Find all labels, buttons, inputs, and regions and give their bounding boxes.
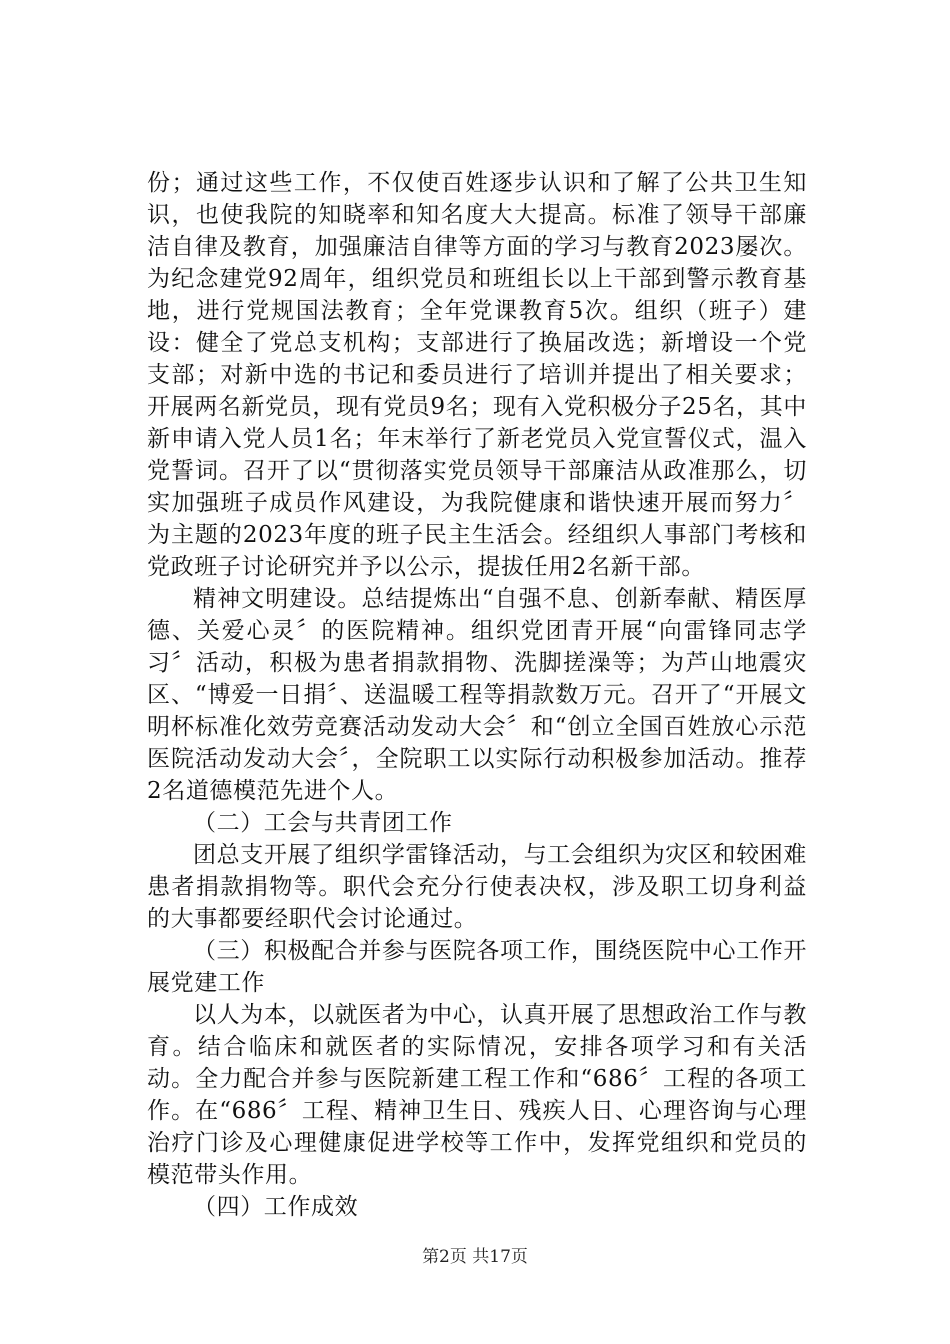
paragraph-spiritual-civilization: 精神文明建设。总结提炼出“自强不息、创新奉献、精医厚德、关爱心灵〞的医院精神。组织党团青开展“向雷锋同志学习〞活动，积极为患者捐款捐物、洗脚搓澡等；为芦山地震灾区、“博爱一日捐〞、送温暖工程等捐款数万元。召开了“开展文明杯标准化效劳竞赛活动发动大会〞和“创立全国百姓放心示范医院活动发动大会〞，全院职工以实际行动积极参加活动。推荐2名道德模范先进个人。 (147, 586, 807, 804)
section-heading-hospital-work: （三）积极配合并参与医院各项工作，围绕医院中心工作开展党建工作 (147, 938, 807, 996)
document-body (147, 167, 807, 1223)
section-heading-work-results: （四）工作成效 (193, 1194, 359, 1220)
paragraph-union-youth-league: 团总支开展了组织学雷锋活动，与工会组织为灾区和较困难患者捐款捐物等。职代会充分行使表决权，涉及职工切身利益的大事都要经职代会讨论通过。 (147, 842, 807, 932)
paragraph-hospital-work: 以人为本，以就医者为中心，认真开展了思想政治工作与教育。结合临床和就医者的实际情况，安排各项学习和有关活动。全力配合并参与医院新建工程工作和“686〞工程的各项工作。在“686〞工程、精神卫生日、残疾人日、心理咨询与心理治疗门诊及心理健康促进学校等工作中，发挥党组织和党员的模范带头作用。 (147, 1002, 807, 1188)
section-heading-union-youth-league: （二）工会与共青团工作 (193, 810, 453, 836)
paragraph-continuation: 份；通过这些工作，不仅使百姓逐步认识和了解了公共卫生知识，也使我院的知晓率和知名度大大提高。标准了领导干部廉洁自律及教育，加强廉洁自律等方面的学习与教育2023屡次。为纪念建党92周年，组织党员和班组长以上干部到警示教育基地，进行党规国法教育；全年党课教育5次。组织（班子）建设：健全了党总支机构；支部进行了换届改选；新增设一个党支部；对新中选的书记和委员进行了培训并提出了相关要求；开展两名新党员，现有党员9名；现有入党积极分子25名，其中新申请入党人员1名；年末举行了新老党员入党宣誓仪式，温入党誓词。召开了以“贯彻落实党员领导干部廉洁从政准那么，切实加强班子成员作风建设，为我院健康和谐快速开展而努力〞为主题的2023年度的班子民主生活会。经组织人事部门考核和党政班子讨论研究并予以公示，提拔任用2名新干部。 (147, 170, 807, 580)
page-number-footer: 第2页 共17页 (422, 1247, 528, 1267)
